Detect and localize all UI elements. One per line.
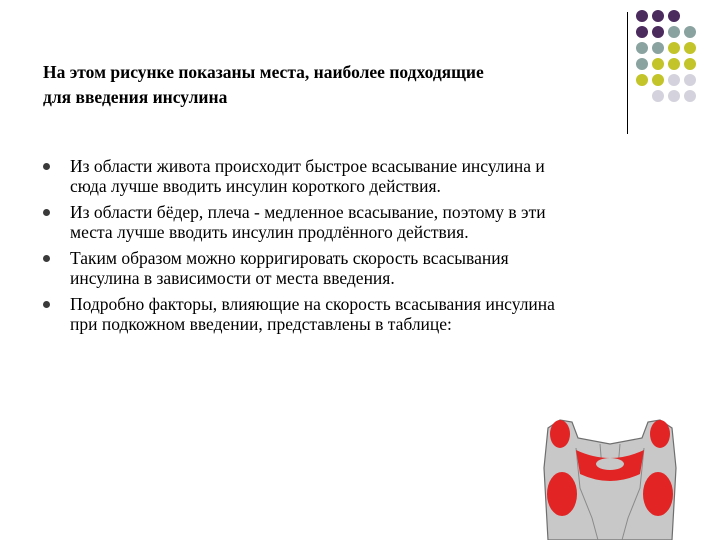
bullet-item (43, 295, 673, 334)
injection-sites-illustration (540, 408, 680, 540)
bullet-line: Из области бёдер, плеча - медленное всасывание, поэтому в эти (70, 202, 546, 222)
bullet-list (43, 157, 673, 341)
decorative-dot (668, 42, 680, 54)
bullet-item (43, 203, 673, 242)
decorative-dot (684, 42, 696, 54)
decorative-dot (652, 10, 664, 22)
decorative-dot (636, 58, 648, 70)
bullet-icon (43, 209, 50, 216)
decorative-dot (636, 26, 648, 38)
decorative-dot-grid (636, 10, 716, 110)
decorative-dot (652, 26, 664, 38)
decorative-dot (668, 74, 680, 86)
bullet-line: при подкожном введении, представлены в таблице: (70, 313, 452, 334)
decorative-dot (652, 74, 664, 86)
right-upper-arm-site (650, 420, 670, 448)
decorative-dot (636, 42, 648, 54)
decorative-divider (627, 12, 628, 134)
bullet-line: места лучше вводить инсулин продлённого действия. (70, 221, 469, 242)
bullet-item (43, 157, 673, 196)
bullet-icon (43, 301, 50, 308)
slide-title-line-1: На этом рисунке показаны места, наиболее подходящие (43, 62, 484, 82)
decorative-dot (652, 58, 664, 70)
decorative-dot (684, 74, 696, 86)
decorative-dot (668, 58, 680, 70)
decorative-dot (652, 42, 664, 54)
slide-title (43, 60, 613, 110)
bullet-line: сюда лучше вводить инсулин короткого действия. (70, 175, 441, 196)
bullet-line: Из области живота происходит быстрое всасывание инсулина и (70, 156, 545, 176)
decorative-dot (668, 26, 680, 38)
decorative-dot (668, 10, 680, 22)
abdomen-navel (596, 458, 624, 470)
bullet-icon (43, 163, 50, 170)
bullet-line: инсулина в зависимости от места введения. (70, 267, 395, 288)
decorative-dot (636, 74, 648, 86)
decorative-dot (652, 90, 664, 102)
left-thigh-site (547, 472, 577, 516)
decorative-dot (684, 58, 696, 70)
decorative-dot (684, 90, 696, 102)
bullet-icon (43, 255, 50, 262)
decorative-dot (636, 10, 648, 22)
bullet-item (43, 249, 673, 288)
decorative-dot (684, 26, 696, 38)
bullet-line: Подробно факторы, влияющие на скорость всасывания инсулина (70, 294, 555, 314)
right-thigh-site (643, 472, 673, 516)
decorative-dot (668, 90, 680, 102)
bullet-line: Таким образом можно корригировать скорость всасывания (70, 248, 509, 268)
slide-title-line-2: для введения инсулина (43, 87, 228, 107)
left-upper-arm-site (550, 420, 570, 448)
